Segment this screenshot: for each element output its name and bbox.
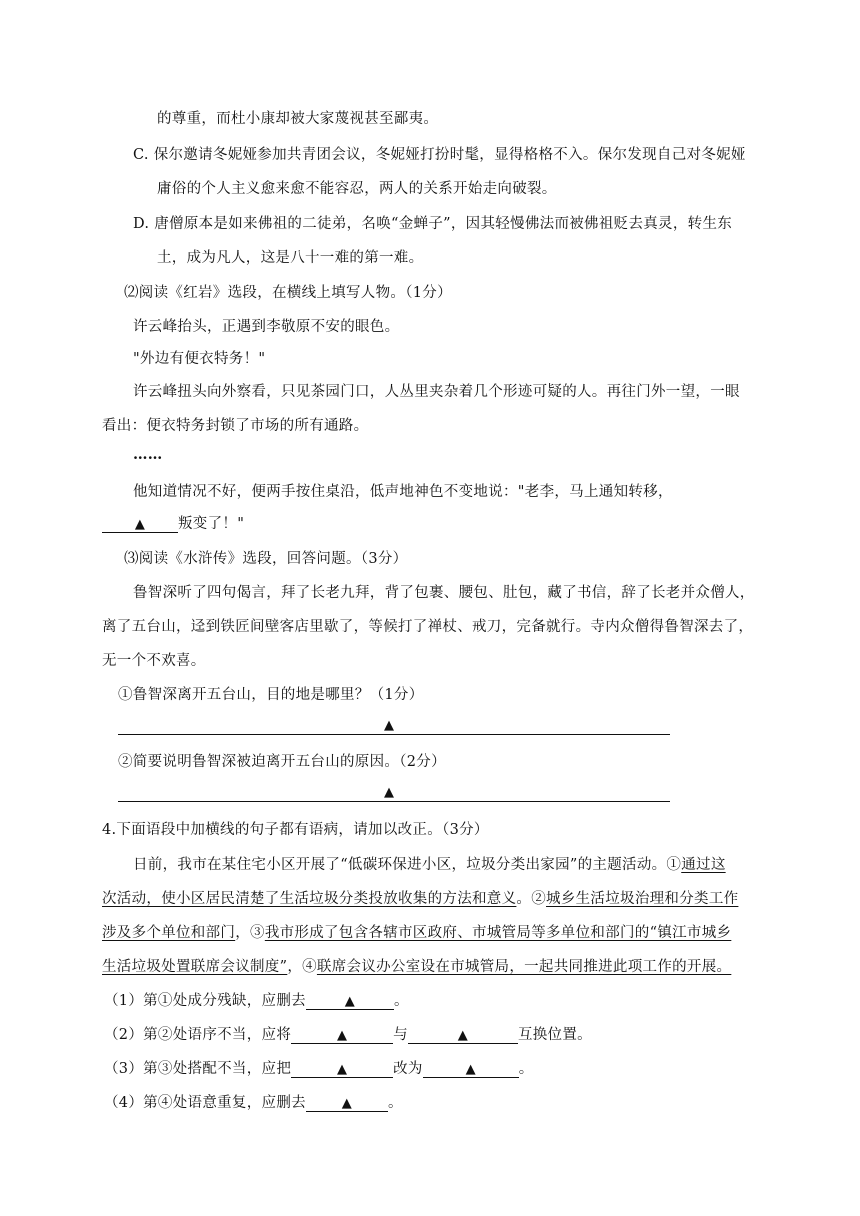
hongyan-paragraph-4-line1: 他知道情况不好，便两手按住桌沿，低声地神色不变地说："老李，马上通知转移， xyxy=(133,484,673,500)
underlined-sentence-4: 联席会议办公室设在市城管局，一起共同推进此项工作的开展。 xyxy=(316,959,732,975)
q3-2-heading: ⑵阅读《红岩》选段，在横线上填写人物。（1分） xyxy=(124,285,452,301)
q4-item-1 xyxy=(104,991,409,1011)
triangle-marker-icon: ▲ xyxy=(465,1062,476,1077)
shuihu-line3: 无一个不欢喜。 xyxy=(102,653,206,669)
q4-text: ，③ xyxy=(235,925,265,941)
answer-blank[interactable] xyxy=(423,1059,519,1078)
q4-paragraph-line3 xyxy=(102,923,731,943)
answer-line-1[interactable] xyxy=(118,734,670,735)
triangle-marker-icon: ▲ xyxy=(344,994,356,1009)
q4-item-1-end: 。 xyxy=(393,993,409,1009)
q4-item-2-end: 互换位置。 xyxy=(517,1027,592,1043)
q4-item-2 xyxy=(104,1025,592,1045)
answer-line-2[interactable] xyxy=(118,801,670,802)
underlined-sentence-1: 次活动，使小区居民清楚了生活垃圾分类投放收集的方法和意义 xyxy=(102,891,517,907)
shuihu-line2: 离了五台山，迳到铁匠间壁客店里歇了，等候打了禅杖、戒刀，完备就行。寺内众僧得鲁智深去了， xyxy=(102,619,754,635)
underlined-sentence-2: 城乡生活垃圾治理和分类工作 xyxy=(546,891,739,907)
option-d-line2: 土，成为凡人，这是八十一难的第一难。 xyxy=(157,250,424,266)
sub-question-2: ②简要说明鲁智深被迫离开五台山的原因。（2分） xyxy=(118,754,446,770)
underlined-sentence-1: 通过这 xyxy=(681,857,726,873)
hongyan-paragraph-3-line2: 看出：便衣特务封锁了市场的所有通路。 xyxy=(102,418,369,434)
q4-paragraph-line1 xyxy=(133,855,726,875)
option-d-line1: D. 唐僧原本是如来佛祖的二徒弟，名唤“金蝉子”，因其轻慢佛法而被佛祖贬去真灵，转生东 xyxy=(133,216,733,232)
answer-blank[interactable] xyxy=(408,1025,518,1044)
ellipsis: …… xyxy=(133,446,163,463)
option-c-line1: C. 保尔邀请冬妮娅参加共青团会议，冬妮娅打扮时髦，显得格格不入。保尔发现自己对冬妮娅 xyxy=(133,147,746,163)
q4-item-3-end: 。 xyxy=(518,1061,534,1077)
q4-item-2-mid: 与 xyxy=(393,1027,408,1043)
answer-blank[interactable] xyxy=(306,1093,388,1112)
q4-text: 。② xyxy=(516,891,547,907)
q4-item-2-prompt: （2）第②处语序不当，应将 xyxy=(104,1027,292,1043)
q4-text: 日前，我市在某住宅小区开展了“低碳环保进小区，垃圾分类出家园”的主题活动。① xyxy=(133,857,682,873)
triangle-marker-icon: ▲ xyxy=(336,1028,348,1043)
triangle-marker-icon: ▲ xyxy=(457,1028,469,1043)
q4-item-4 xyxy=(104,1093,403,1113)
q4-paragraph-line2 xyxy=(102,889,738,909)
q4-item-3-prompt: （3）第③处搭配不当，应把 xyxy=(104,1061,292,1077)
underlined-sentence-3: 我市形成了包含各辖市区政府、市城管局等多单位和部门的“镇江市城乡 xyxy=(264,925,732,941)
sub-question-1: ①鲁智深离开五台山，目的地是哪里？（1分） xyxy=(118,687,424,703)
option-b-continuation: 的尊重，而杜小康却被大家蔑视甚至鄙夷。 xyxy=(157,111,439,127)
underlined-sentence-3: 生活垃圾处置联席会议制度” xyxy=(102,959,288,975)
triangle-marker-icon: ▲ xyxy=(384,718,394,733)
hongyan-paragraph-2: "外边有便衣特务！" xyxy=(133,351,266,367)
answer-blank[interactable] xyxy=(291,1025,393,1044)
q4-item-3 xyxy=(104,1059,534,1079)
triangle-marker-icon: ▲ xyxy=(134,517,146,532)
triangle-marker-icon: ▲ xyxy=(336,1062,348,1077)
option-c-line2: 庸俗的个人主义愈来愈不能容忍，两人的关系开始走向破裂。 xyxy=(157,181,557,197)
hongyan-paragraph-3-line1: 许云峰扭头向外察看，只见茶园门口，人丛里夹杂着几个形迹可疑的人。再往门外一望，一眼 xyxy=(133,384,740,400)
hongyan-paragraph-4-tail: 叛变了！" xyxy=(178,516,245,532)
q3-3-heading: ⑶阅读《水浒传》选段，回答问题。（3分） xyxy=(124,551,408,567)
q4-item-3-mid: 改为 xyxy=(393,1061,423,1077)
triangle-marker-icon: ▲ xyxy=(384,785,394,800)
q4-item-4-prompt: （4）第④处语意重复，应删去 xyxy=(104,1095,306,1111)
answer-blank[interactable] xyxy=(102,514,178,533)
q4-heading: 4.下面语段中加横线的句子都有语病，请加以改正。（3分） xyxy=(102,822,489,838)
underlined-sentence-2: 涉及多个单位和部门 xyxy=(102,925,236,941)
answer-blank[interactable] xyxy=(306,991,394,1010)
q4-paragraph-line4 xyxy=(102,957,731,977)
shuihu-line1: 鲁智深听了四句偈言，拜了长老九拜，背了包裹、腰包、肚包，藏了书信，辞了长老并众僧人， xyxy=(133,585,755,601)
hongyan-paragraph-1: 许云峰抬头，正遇到李敬原不安的眼色。 xyxy=(133,319,400,335)
q4-item-1-prompt: （1）第①处成分残缺，应删去 xyxy=(104,993,306,1009)
q4-item-4-end: 。 xyxy=(387,1095,403,1111)
hongyan-paragraph-4-line2 xyxy=(102,514,244,534)
triangle-marker-icon: ▲ xyxy=(341,1096,353,1111)
q4-text: ，④ xyxy=(287,959,317,975)
answer-blank[interactable] xyxy=(291,1059,393,1078)
